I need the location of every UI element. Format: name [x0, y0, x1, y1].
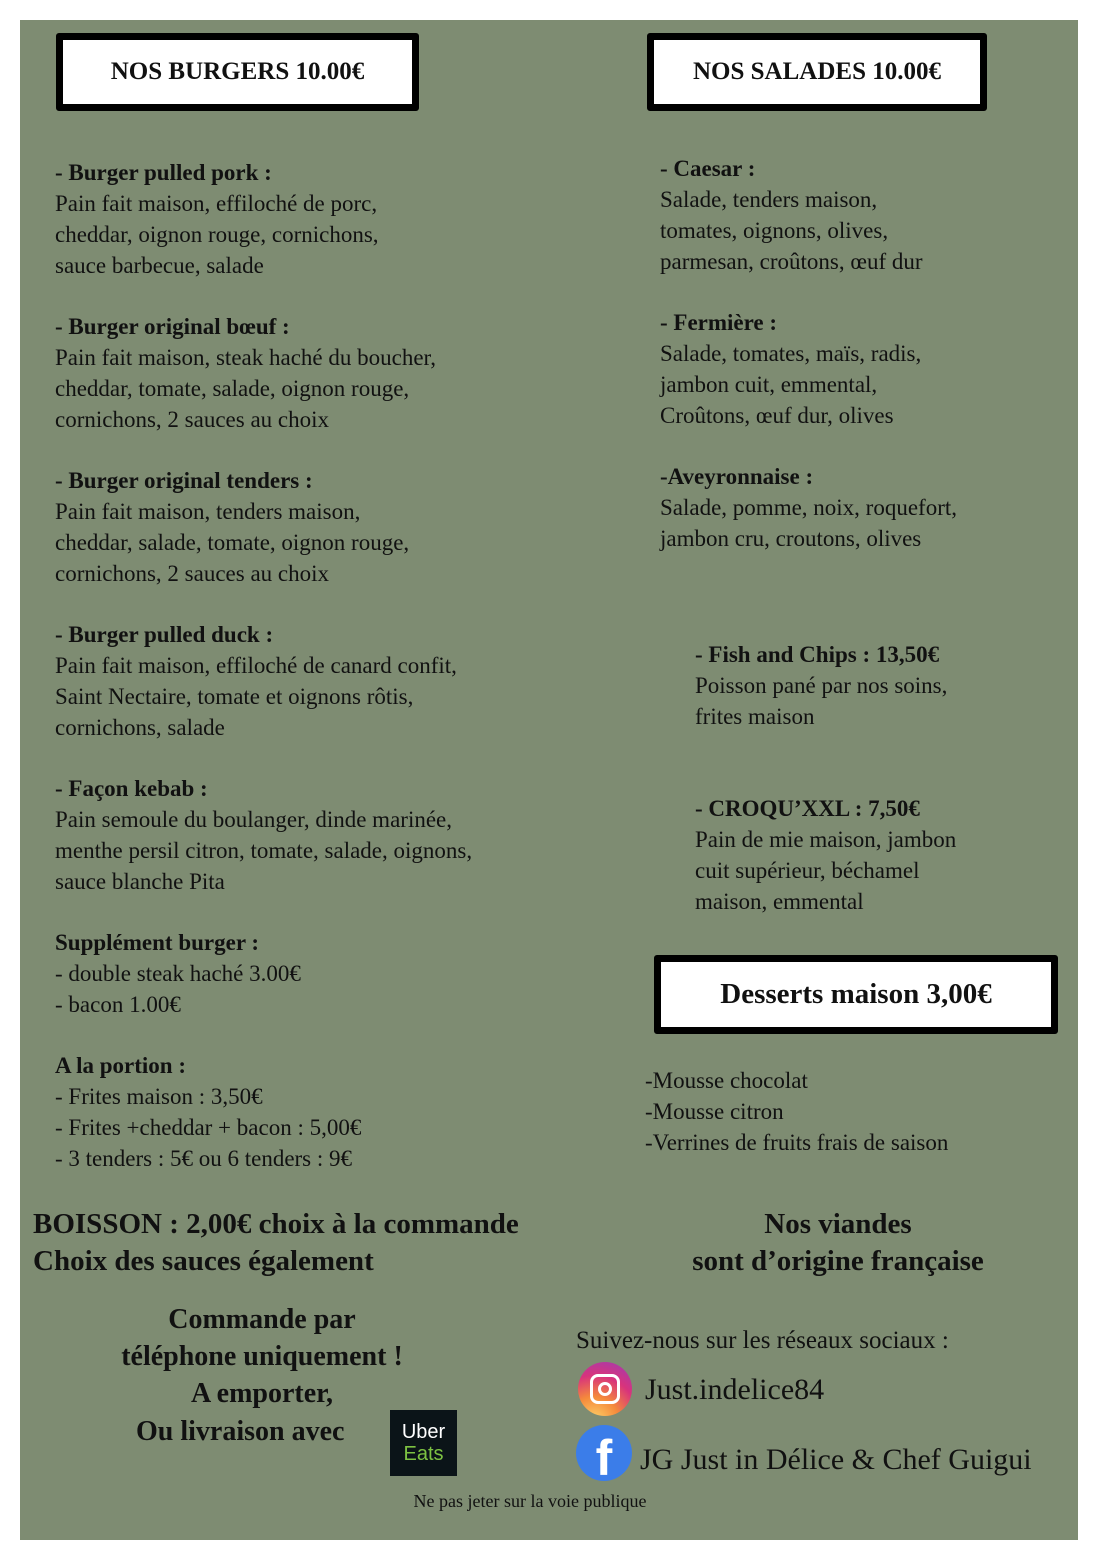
item-description: Pain fait maison, tenders maison, — [55, 499, 361, 524]
item-description: tomates, oignons, olives, — [660, 218, 889, 243]
item-title: - Fish and Chips : 13,50€ — [695, 642, 940, 667]
burgers-item — [55, 465, 409, 589]
item-description: Saint Nectaire, tomate et oignons rôtis, — [55, 684, 414, 709]
item-description: Salade, tenders maison, — [660, 187, 878, 212]
item-title: A la portion : — [55, 1053, 186, 1078]
item-description: Pain fait maison, effiloché de canard confit, — [55, 653, 457, 678]
social-heading: Suivez-nous sur les réseaux sociaux : — [576, 1327, 949, 1354]
salades-header: NOS SALADES 10.00€ — [647, 33, 987, 111]
item-description: cornichons, 2 sauces au choix — [55, 561, 330, 586]
viandes-line: sont d’origine française — [692, 1245, 984, 1277]
item-description: cornichons, salade — [55, 715, 225, 740]
commande-line: téléphone uniquement ! — [121, 1341, 403, 1372]
item-description: Croûtons, œuf dur, olives — [660, 403, 894, 428]
item-title: -Aveyronnaise : — [660, 464, 814, 489]
item-description: jambon cru, croutons, olives — [660, 526, 922, 551]
item-description: - Frites +cheddar + bacon : 5,00€ — [55, 1115, 362, 1140]
desserts-header: Desserts maison 3,00€ — [654, 955, 1058, 1034]
viandes-line: Nos viandes — [764, 1208, 912, 1240]
eats-text: Eats — [403, 1443, 444, 1465]
dessert-item: -Mousse chocolat — [645, 1068, 808, 1093]
item-title: - Burger pulled duck : — [55, 622, 274, 647]
item-title: - Caesar : — [660, 156, 756, 181]
item-title: - CROQU’XXL : 7,50€ — [695, 796, 920, 821]
item-title: - Burger original bœuf : — [55, 314, 290, 339]
item-description: - double steak haché 3.00€ — [55, 961, 301, 986]
item-description: frites maison — [695, 704, 815, 729]
footer-note: Ne pas jeter sur la voie publique — [413, 1491, 647, 1511]
burgers-item — [55, 927, 301, 1020]
boisson-note — [33, 1206, 519, 1280]
item-description: Salade, tomates, maïs, radis, — [660, 341, 922, 366]
salades-item — [695, 793, 956, 917]
item-description: Poisson pané par nos soins, — [695, 673, 948, 698]
facebook-icon: f — [576, 1425, 632, 1481]
item-description: - Frites maison : 3,50€ — [55, 1084, 263, 1109]
commande-line: A emporter, — [190, 1378, 334, 1409]
item-description: maison, emmental — [695, 889, 864, 914]
sauces-line: Choix des sauces également — [33, 1245, 374, 1277]
item-description: menthe persil citron, tomate, salade, oignons, — [55, 838, 473, 863]
item-description: cheddar, salade, tomate, oignon rouge, — [55, 530, 410, 555]
item-title: - Burger original tenders : — [55, 468, 313, 493]
salades-item — [660, 153, 923, 277]
uber-text: Uber — [401, 1421, 446, 1443]
item-description: sauce blanche Pita — [55, 869, 225, 894]
boisson-line: BOISSON : 2,00€ choix à la commande — [33, 1208, 519, 1240]
instagram-icon — [578, 1362, 632, 1416]
item-description: cheddar, tomate, salade, oignon rouge, — [55, 376, 410, 401]
item-description: jambon cuit, emmental, — [660, 372, 878, 397]
burgers-item — [55, 773, 472, 897]
uber-eats-logo — [390, 1410, 457, 1476]
item-description: Pain fait maison, effiloché de porc, — [55, 191, 378, 216]
dessert-item: -Mousse citron — [645, 1099, 784, 1124]
item-description: - 3 tenders : 5€ ou 6 tenders : 9€ — [55, 1146, 353, 1171]
dessert-item: -Verrines de fruits frais de saison — [645, 1130, 949, 1155]
item-description: cuit supérieur, béchamel — [695, 858, 920, 883]
item-title: - Burger pulled pork : — [55, 160, 272, 185]
viandes-note — [638, 1206, 1038, 1280]
burgers-item — [55, 311, 436, 435]
facebook-page: JG Just in Délice & Chef Guigui — [640, 1443, 1032, 1476]
commande-line: Commande par — [168, 1304, 356, 1335]
item-title: - Façon kebab : — [55, 776, 208, 801]
desserts-list — [645, 1065, 948, 1158]
burgers-item — [55, 157, 379, 281]
burgers-item — [55, 619, 457, 743]
commande-note — [62, 1301, 462, 1412]
item-description: Pain semoule du boulanger, dinde marinée, — [55, 807, 452, 832]
item-description: parmesan, croûtons, œuf dur — [660, 249, 923, 274]
item-description: cheddar, oignon rouge, cornichons, — [55, 222, 379, 247]
salades-item — [660, 307, 921, 431]
item-description: - bacon 1.00€ — [55, 992, 181, 1017]
burgers-header: NOS BURGERS 10.00€ — [56, 33, 419, 111]
burgers-item — [55, 1050, 361, 1174]
item-title: Supplément burger : — [55, 930, 260, 955]
item-description: Pain fait maison, steak haché du boucher, — [55, 345, 437, 370]
item-description: sauce barbecue, salade — [55, 253, 264, 278]
salades-item — [695, 639, 947, 732]
livraison-line: Ou livraison avec — [136, 1416, 345, 1447]
item-title: - Fermière : — [660, 310, 778, 335]
instagram-handle: Just.indelice84 — [645, 1373, 825, 1406]
item-description: cornichons, 2 sauces au choix — [55, 407, 330, 432]
item-description: Pain de mie maison, jambon — [695, 827, 957, 852]
item-description: Salade, pomme, noix, roquefort, — [660, 495, 958, 520]
salades-item — [660, 461, 957, 554]
